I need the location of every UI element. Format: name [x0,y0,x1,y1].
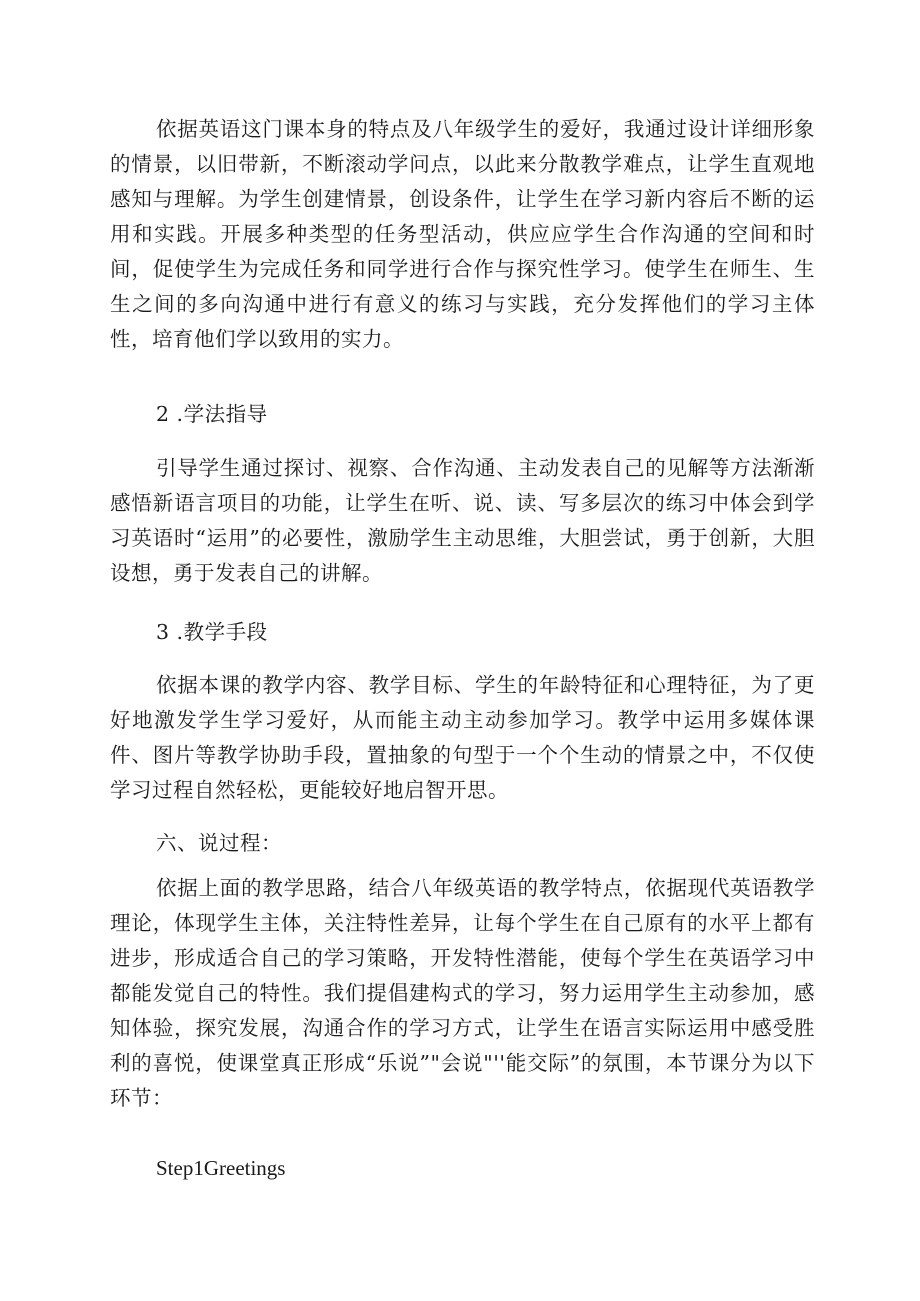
paragraph-teaching-means: 依据本课的教学内容、教学目标、学生的年龄特征和心理特征，为了更好地激发学生学习爱好，从而能主动主动参加学习。教学中运用多媒体课件、图片等教学协助手段，置抽象的句型于一个个生动的情景之中，不仅使学习过程自然轻松，更能较好地启智开思。 [110,673,815,802]
paragraph-teaching-method: 依据英语这门课本身的特点及八年级学生的爱好，我通过设计详细形象的情景，以旧带新，不断滚动学问点，以此来分散教学难点，让学生直观地感知与理解。为学生创建情景，创设条件，让学生在学习新内容后不断的运用和实践。开展多种类型的任务型活动，供应应学生合作沟通的空间和时间，促使学生为完成任务和同学进行合作与探究性学习。使学生在师生、生生之间的多向沟通中进行有意义的练习与实践，充分发挥他们的学习主体性，培育他们学以致用的实力。 [110,117,815,351]
step-greetings: Step1Greetings [156,1156,286,1180]
heading-learning-guidance: 2 .学法指导 [156,402,268,426]
heading-teaching-means: 3 .教学手段 [156,620,268,644]
paragraph-learning-guidance: 引导学生通过探讨、视察、合作沟通、主动发表自己的见解等方法渐渐感悟新语言项目的功能，让学生在听、说、读、写多层次的练习中体会到学习英语时“运用”的必要性，激励学生主动思维，大胆尝试，勇于创新，大胆设想，勇于发表自己的讲解。 [110,456,815,585]
paragraph-process: 依据上面的教学思路，结合八年级英语的教学特点，依据现代英语教学理论，体现学生主体，关注特性差异，让每个学生在自己原有的水平上都有进步，形成适合自己的学习策略，开发特性潜能，使每个学生在英语学习中都能发觉自己的特性。我们提倡建构式的学习，努力运用学生主动参加，感知体验，探究发展，沟通合作的学习方式，让学生在语言实际运用中感受胜利的喜悦，使课堂真正形成“乐说”"会说"''能交际”的氛围，本节课分为以下环节： [110,876,815,1110]
heading-process: 六、说过程： [156,831,282,855]
